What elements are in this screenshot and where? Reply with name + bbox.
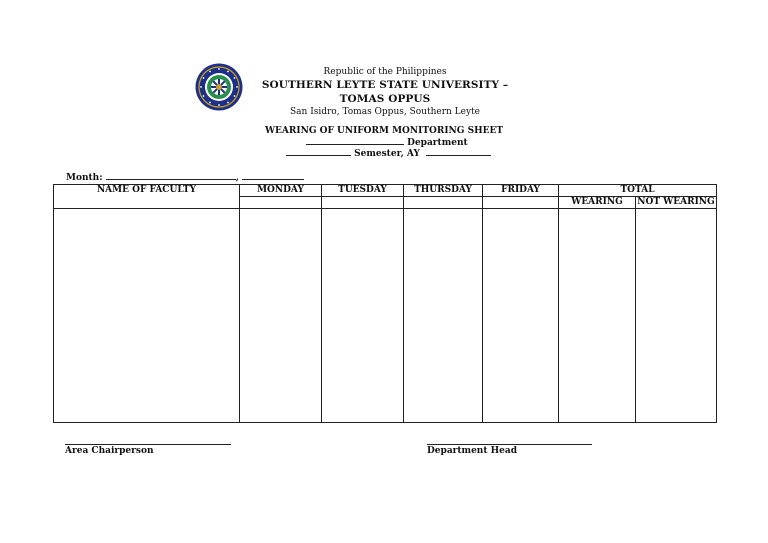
university-name: SOUTHERN LEYTE STATE UNIVERSITY – TOMAS OPPUS xyxy=(261,79,509,105)
thursday-subheader-cell xyxy=(404,197,483,209)
not-wearing-header: NOT WEARING xyxy=(637,197,715,207)
wearing-total-cell[interactable] xyxy=(559,209,636,423)
area-chairperson-label: Area Chairperson xyxy=(65,446,154,456)
area-chairperson-signature xyxy=(65,444,231,456)
tuesday-header: TUESDAY xyxy=(322,185,404,197)
tuesday-cell[interactable] xyxy=(322,209,404,423)
total-header: TOTAL xyxy=(559,185,717,197)
tuesday-subheader-cell xyxy=(322,197,404,209)
sheet-title: WEARING OF UNIFORM MONITORING SHEET xyxy=(264,126,504,136)
month-blank[interactable] xyxy=(106,179,236,180)
area-chairperson-signature-line[interactable] xyxy=(65,444,231,445)
entry-row xyxy=(54,209,717,423)
semester-field xyxy=(286,149,491,160)
monday-cell[interactable] xyxy=(240,209,322,423)
monday-header: MONDAY xyxy=(240,185,322,197)
month-field xyxy=(66,173,304,184)
name-of-faculty-header: NAME OF FACULTY xyxy=(54,185,240,209)
friday-cell[interactable] xyxy=(483,209,559,423)
wearing-header: WEARING xyxy=(559,197,636,209)
department-head-signature-line[interactable] xyxy=(427,444,592,445)
department-field xyxy=(306,138,468,149)
header-row-1 xyxy=(54,185,717,197)
month-separator: , xyxy=(235,173,239,183)
thursday-header: THURSDAY xyxy=(404,185,483,197)
seal-icon xyxy=(195,63,243,111)
letterhead xyxy=(240,66,530,118)
semester-label: Semester, AY xyxy=(354,149,420,159)
monday-subheader-cell xyxy=(240,197,322,209)
department-label: Department xyxy=(407,138,468,148)
department-blank[interactable] xyxy=(306,144,404,145)
uniform-monitoring-table xyxy=(53,184,717,423)
department-head-signature xyxy=(427,444,592,456)
thursday-cell[interactable] xyxy=(404,209,483,423)
year-blank[interactable] xyxy=(242,179,304,180)
month-label: Month: xyxy=(66,173,103,183)
friday-subheader-cell xyxy=(483,197,559,209)
semester-blank[interactable] xyxy=(286,155,351,156)
department-head-label: Department Head xyxy=(427,446,517,456)
country-line: Republic of the Philippines xyxy=(323,67,447,77)
friday-header: FRIDAY xyxy=(483,185,559,197)
academic-year-blank[interactable] xyxy=(426,155,491,156)
faculty-name-cell[interactable] xyxy=(54,209,240,423)
university-address: San Isidro, Tomas Oppus, Southern Leyte xyxy=(290,107,480,117)
university-seal-logo xyxy=(195,63,243,111)
not-wearing-total-cell[interactable] xyxy=(636,209,717,423)
